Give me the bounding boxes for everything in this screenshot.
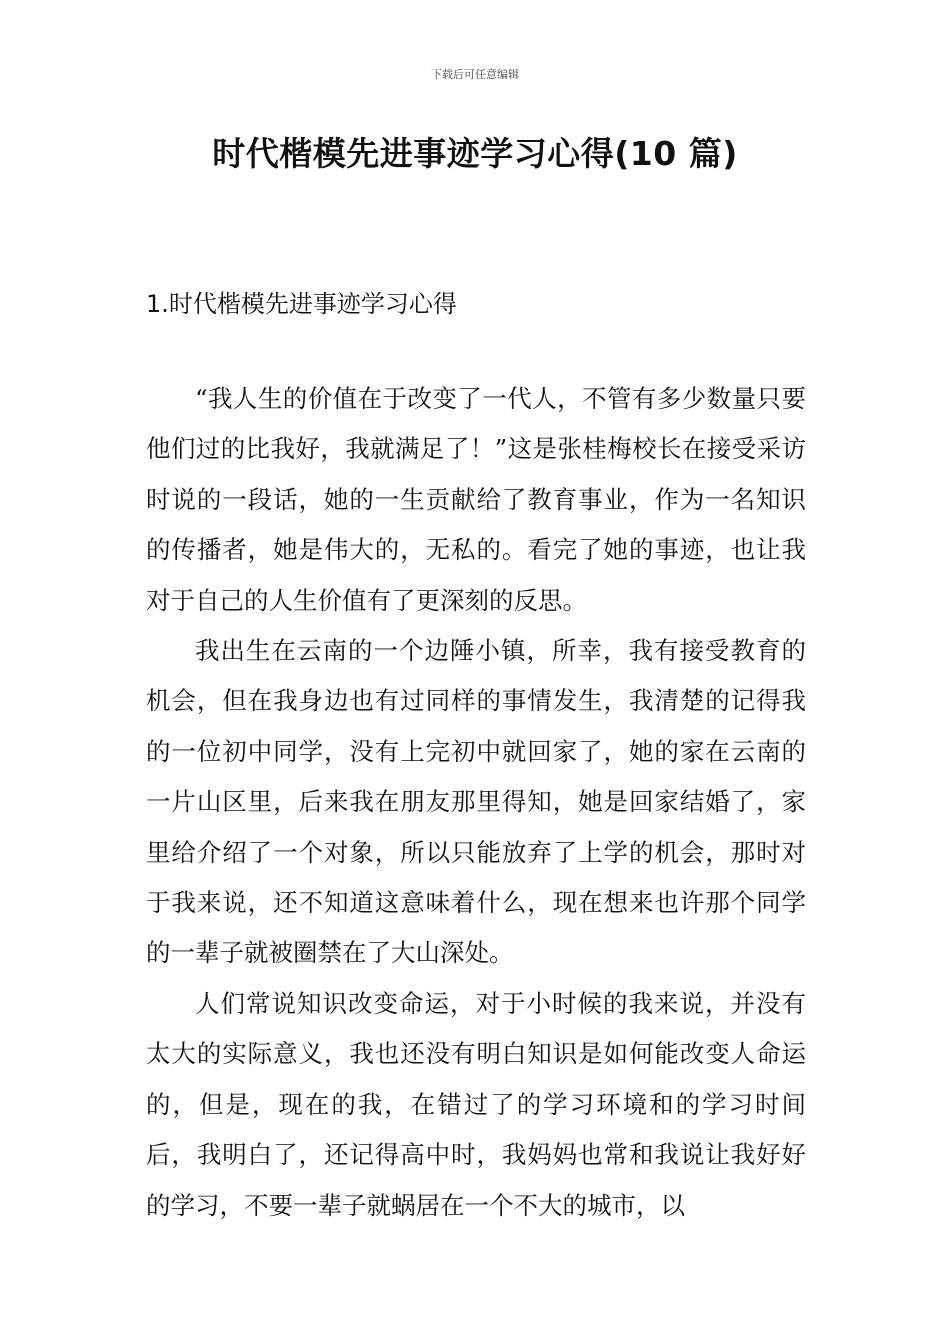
paragraph-2: 我出生在云南的一个边陲小镇，所幸，我有接受教育的机会，但在我身边也有过同样的事情发生，我清楚的记得我的一位初中同学，没有上完初中就回家了，她的家在云南的一片山区里，后来我在朋友那里得知，她是回家结婚了，家里给介绍了一个对象，所以只能放弃了上学的机会，那时对于我来说，还不知道这意味着什么，现在想来也许那个同学的一辈子就被圈禁在了大山深处。 [146,636,806,968]
section-heading: 1.时代楷模先进事迹学习心得 [146,290,457,318]
paragraph-3: 人们常说知识改变命运，对于小时候的我来说，并没有太大的实际意义，我也还没有明白知识是如何能改变人命运的，但是，现在的我，在错过了的学习环境和的学习时间后，我明白了，还记得高中时，我妈妈也常和我说让我好好的学习，不要一辈子就蜗居在一个不大的城市，以 [146,988,806,1220]
header-note: 下载后可任意编辑 [431,68,519,81]
body-text [146,374,806,1231]
paragraph-1: “我人生的价值在于改变了一代人，不管有多少数量只要他们过的比我好，我就满足了！”这是张桂梅校长在接受采访时说的一段话，她的一生贡献给了教育事业，作为一名知识的传播者，她是伟大的，无私的。看完了她的事迹，也让我对于自己的人生价值有了更深刻的反思。 [146,384,806,615]
document-title: 时代楷模先进事迹学习心得(10 篇) [212,134,738,173]
